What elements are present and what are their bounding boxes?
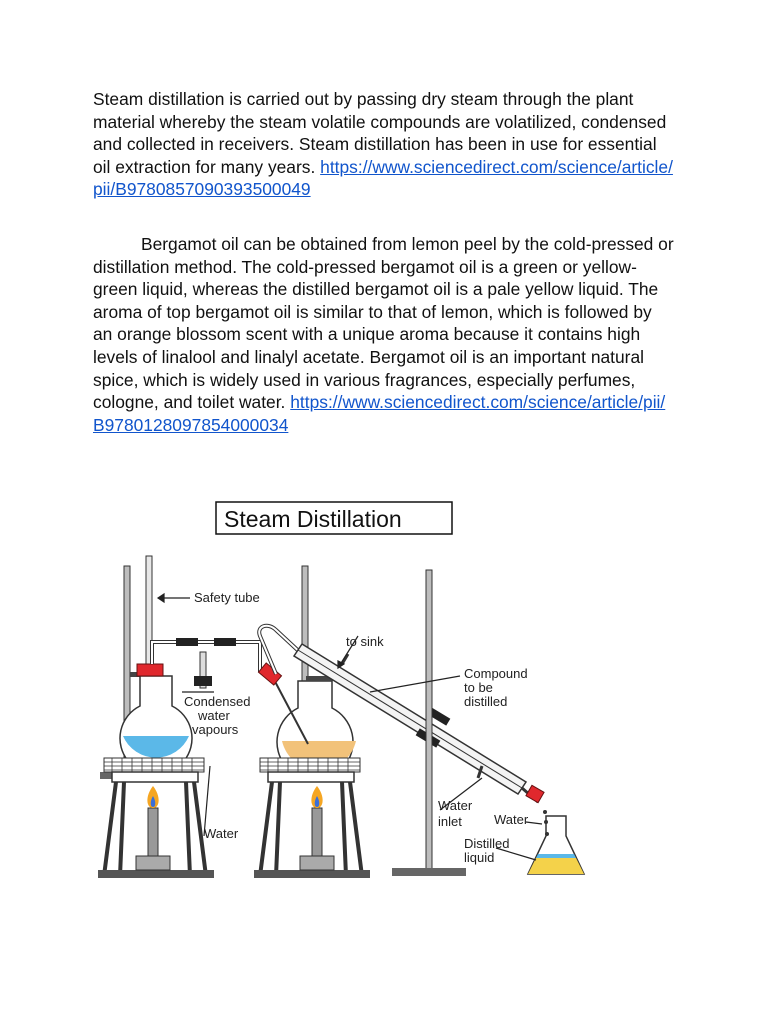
label-water-inlet-1: Water [438, 798, 473, 813]
red-clamp-1 [137, 664, 163, 676]
label-condensed-3: vapours [192, 722, 239, 737]
reference-link-1[interactable]: https://www.sciencedirect.com/science/article/pii/B9780857090393500049 [93, 156, 673, 200]
left-burner [136, 786, 170, 870]
label-water-left: Water [204, 826, 239, 841]
label-compound-1: Compound [464, 666, 528, 681]
diagram-title-text: Steam Distillation [224, 506, 402, 532]
label-distilled-1: Distilled [464, 836, 510, 851]
label-water-inlet-2: inlet [438, 814, 462, 829]
steam-distillation-diagram [90, 496, 610, 896]
label-water-right: Water [494, 812, 529, 827]
distillate-fill [528, 858, 584, 874]
label-safety-tube: Safety tube [194, 590, 260, 605]
label-condensed-2: water [198, 708, 230, 723]
label-compound-2: to be [464, 680, 493, 695]
paragraph-1-text: Steam distillation is carried out by passing dry steam through the plant material whereby the steam volatile compounds are volatilized, condensed and collected in receivers. Steam distillation has been in use for essential oil extraction for many years. [93, 89, 667, 177]
receiving-flask [528, 810, 584, 874]
label-to-sink: to sink [346, 634, 384, 649]
paragraph-steam-distillation [93, 88, 675, 201]
middle-burner [300, 786, 334, 870]
paragraph-bergamot-oil [93, 233, 675, 436]
red-clamp-3 [526, 785, 544, 802]
label-compound-3: distilled [464, 694, 508, 709]
label-distilled-2: liquid [464, 850, 495, 865]
reference-link-2[interactable]: https://www.sciencedirect.com/science/article/pii/B9780128097854000034 [93, 392, 666, 435]
label-condensed-1: Condensed [184, 694, 251, 709]
diagram-title [216, 502, 452, 534]
paragraph-2-text: Bergamot oil can be obtained from lemon peel by the cold-pressed or distillation method. The cold-pressed bergamot oil is a green or yellow-green liquid, whereas the distilled bergamot oil is a pale yellow liquid. The aroma of top bergamot oil is similar to that of lemon, which is followed by an orange blossom scent with a unique aroma because it contains high levels of linalool and linalyl acetate. Bergamot oil is an important natural spice, which is widely used in various fragrances, especially perfumes, cologne, and toilet water. [93, 234, 674, 413]
